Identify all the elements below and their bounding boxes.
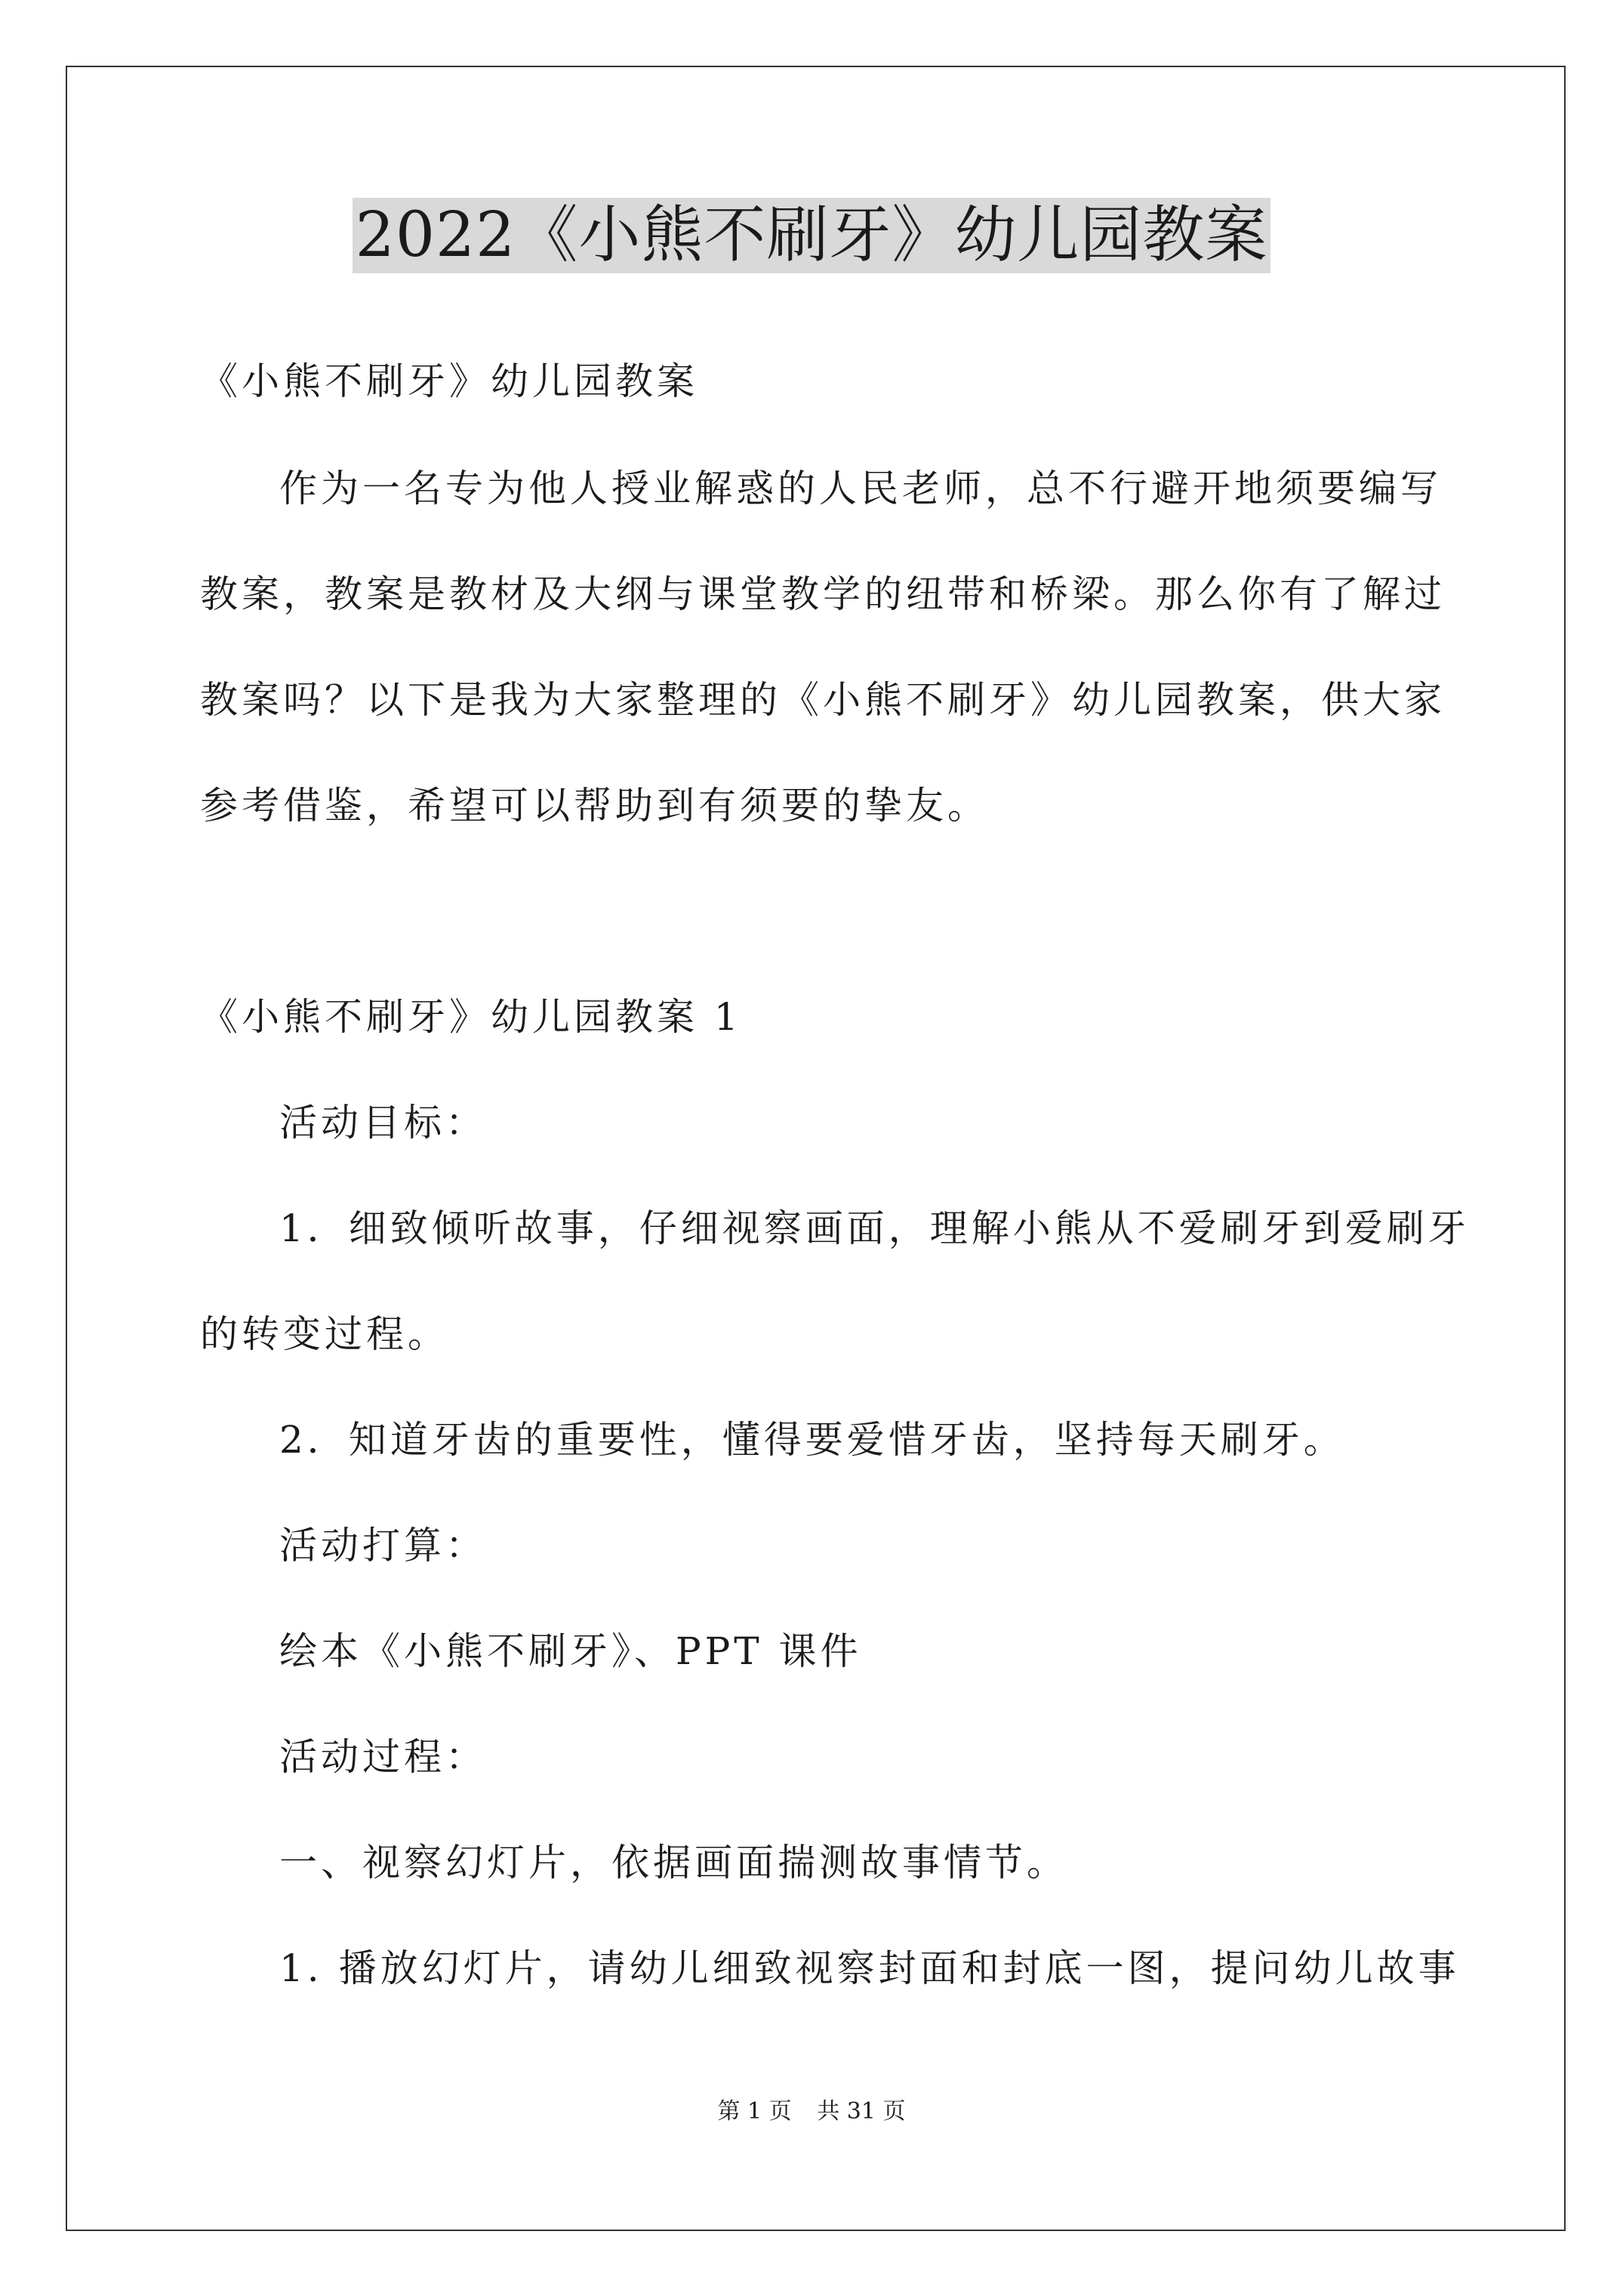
page-number-total: 共 31 页 — [817, 2098, 906, 2125]
prep-label: 活动打算： — [279, 1524, 487, 1567]
step-one-sub-1: 1. 播放幻灯片，请幼儿细致视察封面和封底一图，提问幼儿故事 — [279, 1946, 1460, 1990]
page-footer — [0, 2097, 1623, 2127]
page-number-current: 第 1 页 — [717, 2098, 792, 2125]
section-heading: 《小熊不刷牙》幼儿园教案 1 — [200, 995, 742, 1039]
intro-line-4: 参考借鉴，希望可以帮助到有须要的挚友。 — [200, 784, 989, 827]
prep-items: 绘本《小熊不刷牙》、PPT 课件 — [279, 1629, 862, 1673]
process-label: 活动过程： — [279, 1735, 487, 1779]
goal-1-line-1: 1．细致倾听故事，仔细视察画面，理解小熊从不爱刷牙到爱刷牙 — [279, 1207, 1470, 1250]
goal-label: 活动目标： — [279, 1101, 487, 1145]
intro-line-2: 教案，教案是教材及大纲与课堂教学的纽带和桥梁。那么你有了解过 — [200, 572, 1446, 616]
document-title: 2022《小熊不刷牙》幼儿园教案 — [353, 198, 1271, 273]
document-subtitle: 《小熊不刷牙》幼儿园教案 — [200, 359, 698, 403]
step-one: 一、视察幻灯片，依据画面揣测故事情节。 — [279, 1841, 1068, 1885]
goal-1-line-2: 的转变过程。 — [200, 1312, 449, 1356]
title-container — [0, 198, 1623, 273]
goal-2: 2．知道牙齿的重要性，懂得要爱惜牙齿，坚持每天刷牙。 — [279, 1418, 1345, 1462]
intro-line-3: 教案吗？以下是我为大家整理的《小熊不刷牙》幼儿园教案，供大家 — [200, 678, 1446, 722]
intro-line-1: 作为一名专为他人授业解惑的人民老师，总不行避开地须要编写 — [279, 467, 1442, 510]
